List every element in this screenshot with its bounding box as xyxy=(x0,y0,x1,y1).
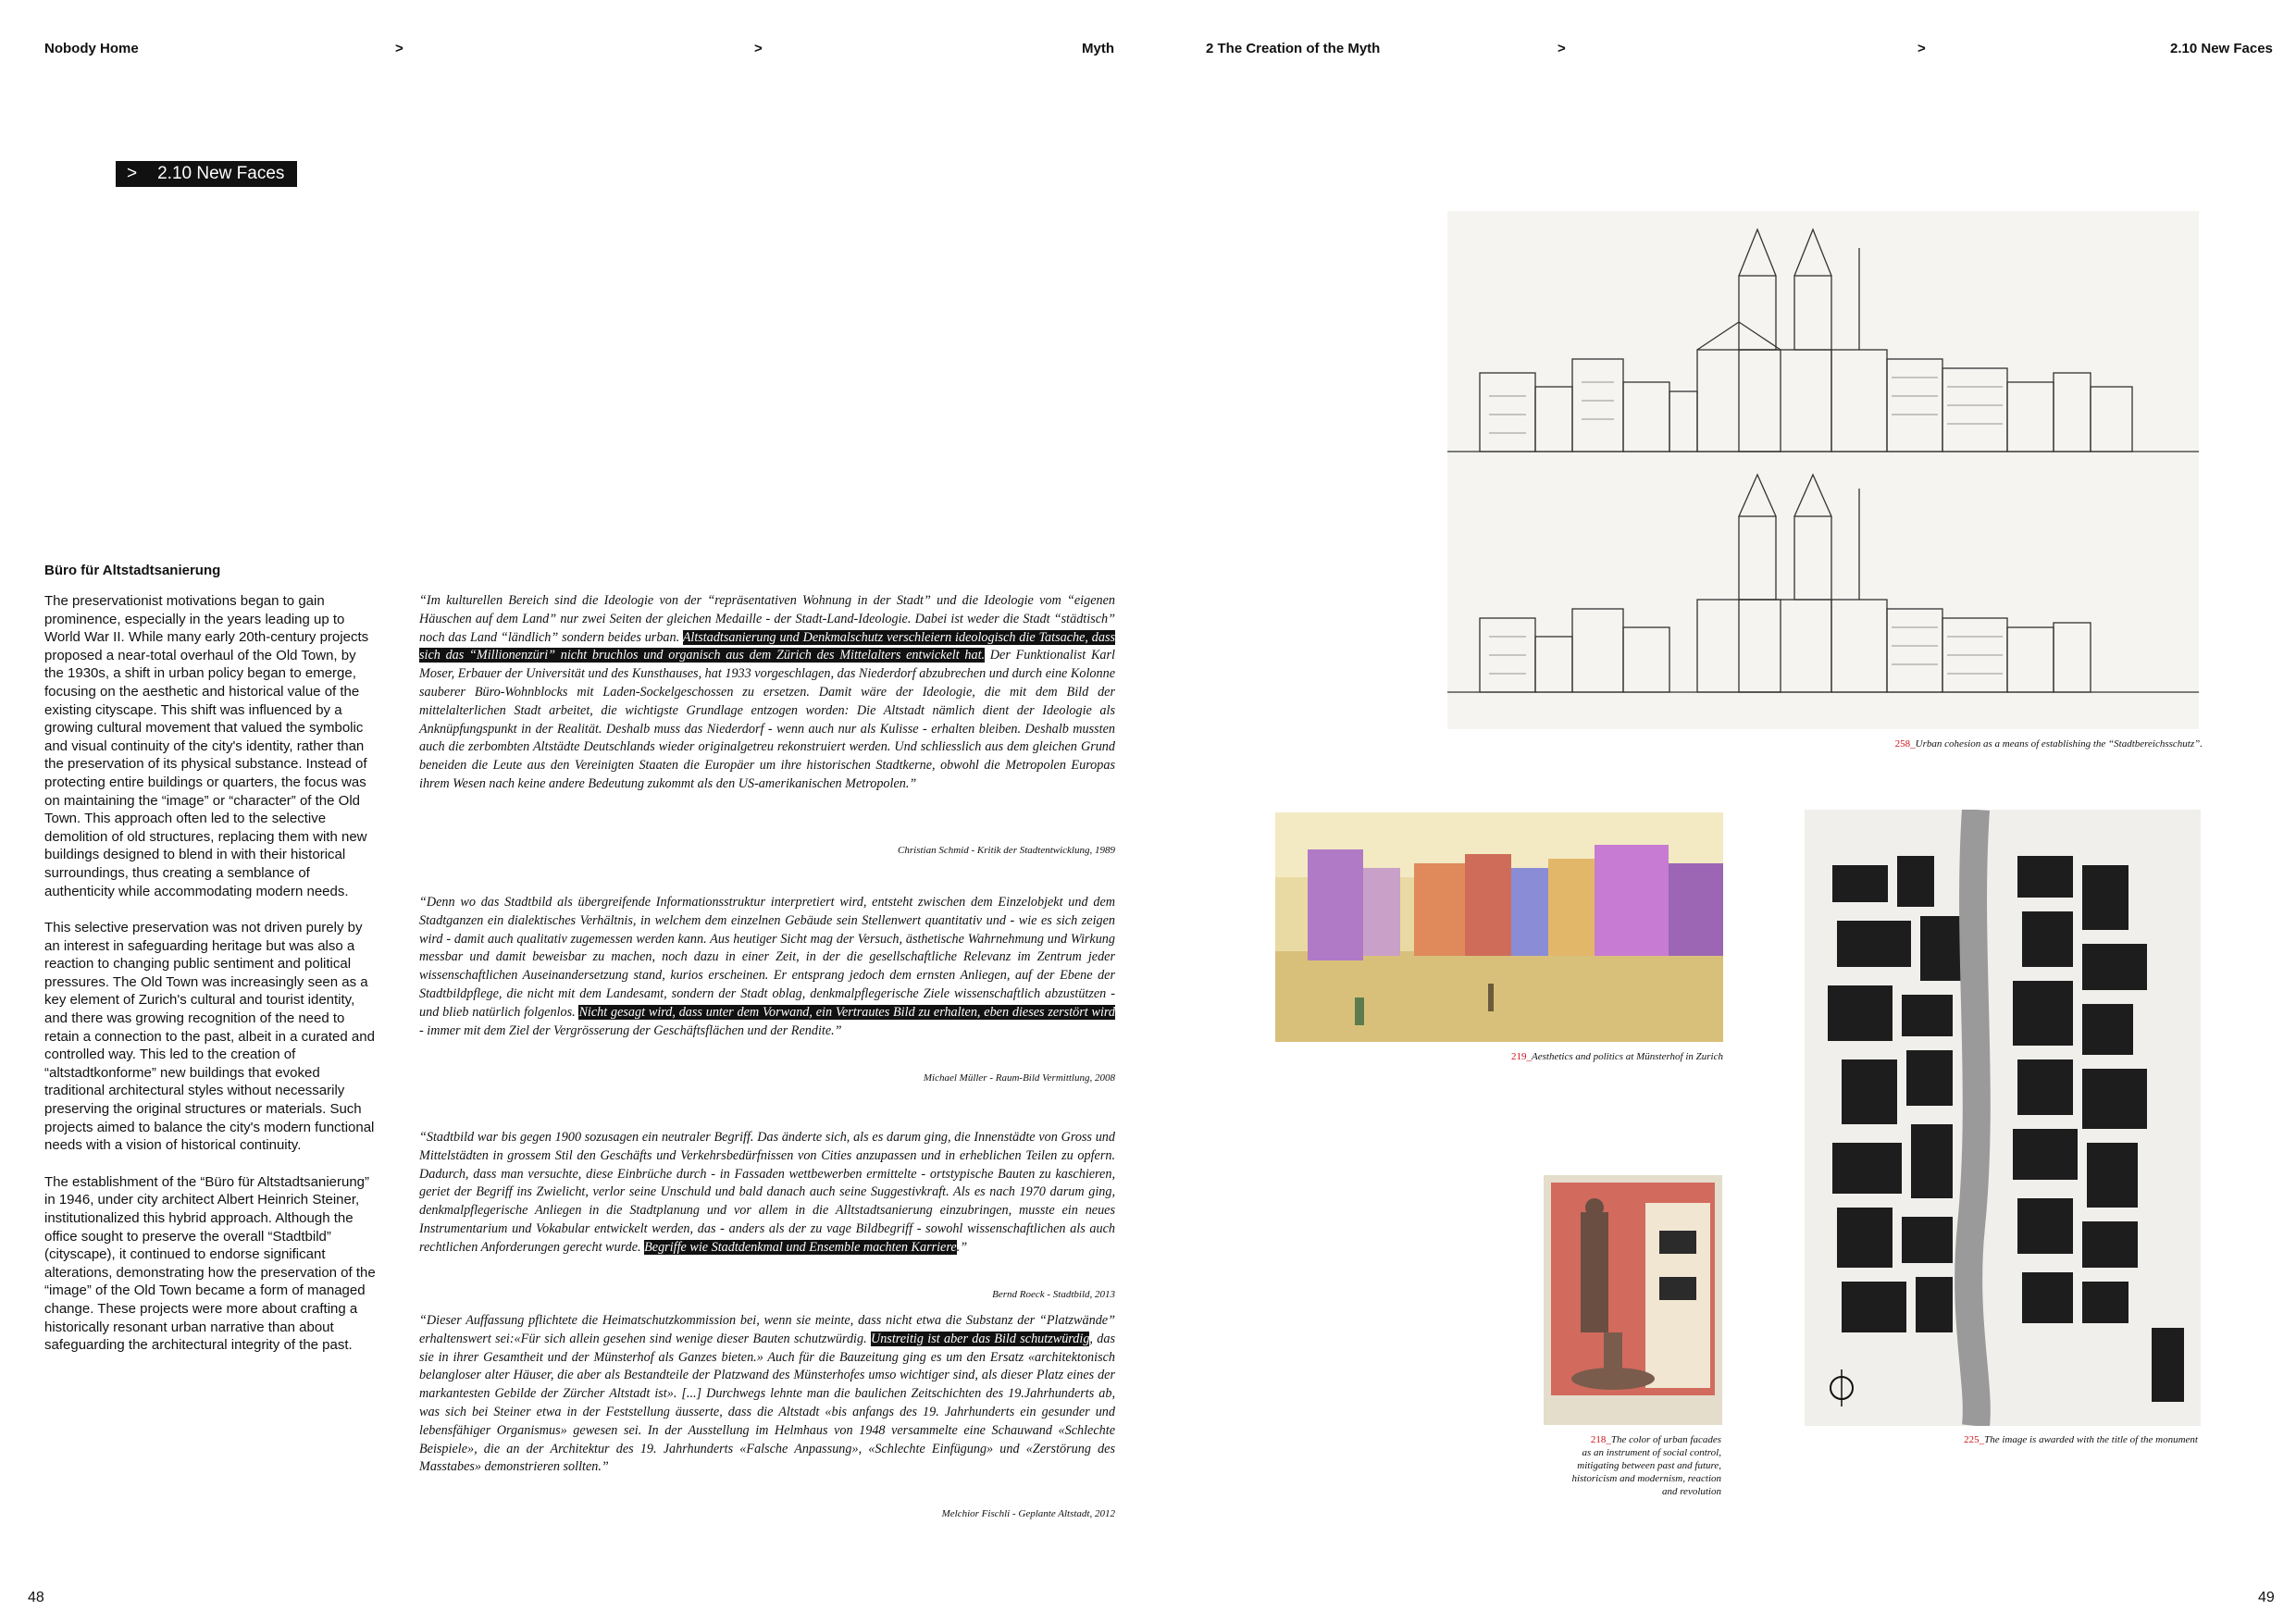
quote-block xyxy=(419,1129,1115,1258)
figure-caption-text: The image is awarded with the title of the monument xyxy=(1984,1434,2198,1445)
painting-figure xyxy=(1275,812,1723,1042)
header-chapter: Myth xyxy=(1082,41,1114,56)
body-paragraph: The establishment of the “Büro für Altstadtsanierung” in 1946, under city architect Albert Heinrich Steiner, institutionalized this hybrid approach. Although the office sought to preserve the overall “Stadtbild” (cityscape), it continued to endorse significant alterations, demonstrating how the preservation of the “image” of the Old Town became a form of managed change. These projects were more about crafting a historically resonant urban narrative than about safeguarding the architectural integrity of the past. xyxy=(44,1173,376,1354)
section-tag-marker: > xyxy=(127,164,138,183)
quote-text: , das sie in ihrer Gesamtheit und der Münsterhof als Ganzes bieten.» Auch für die Bauzeitung ging es um den Ersatz «architektonisch belangloser alter Häuser, die aber als Bestandteile der Platzwand des Münsterhofes umso wichtiger sind, als dieser Platz eines der markantesten Gebilde der Zürcher Altstadt ist». [...] Durchwegs lehnte man die baulichen Zeitschichten des 19.Jahrhunderts ab, was sich bei Steiner etwa in der Feststellung äusserte, dass die Altstadt «bis anfangs des 19. Jahrhunderts ein gesunder und lebensfähiger Organismus» gewesen sei. In der Ausstellung im Helmhaus von 1948 versammelte eine Schauwand «Schlechte Beispiele», die an der Architektur des 19. Jahrhunderts «Falsche Anpassung», «Schlechte Einfügung» und «Zerstörung des Masstabes» demonstrieren sollten.” xyxy=(419,1331,1115,1475)
quote-text: - immer mit dem Ziel der Vergrösserung der Geschäftsflächen und der Rendite.” xyxy=(419,1022,842,1038)
figure-caption-text: historicism and modernism, reaction xyxy=(1571,1473,1721,1484)
page-number-right: 49 xyxy=(2258,1590,2275,1605)
body-paragraph: The preservationist motivations began to gain prominence, especially in the years leading up to World War II. While many early 20th-century projects proposed a near-total overhaul of the Old Town, by the 1930s, a shift in urban policy began to emerge, focusing on the aesthetic and historical value of the existing cityscape. This shift was influenced by a growing cultural movement that valued the symbolic and visual continuity of the city's identity, rather than the preservation of its physical substance. Instead of protecting entire buildings or quarters, the focus was on maintaining the “image” or “character” of the Old Town. This approach often led to the selective demolition of old structures, replacing them with new buildings designed to blend in with their historical surroundings, thus creating a semblance of authenticity while accommodating modern needs. xyxy=(44,593,369,899)
quote-citation: Michael Müller - Raum-Bild Vermittlung, 2008 xyxy=(923,1072,1115,1084)
figure-caption xyxy=(1842,1433,2198,1446)
header-separator: > xyxy=(754,41,763,56)
header-section: 2.10 New Faces xyxy=(2170,41,2273,56)
quote-text: “Stadtbild war bis gegen 1900 sozusagen ein neutraler Begriff. Das änderte sich, als es darum ging, die Innenstädte von Gross und Mittelstädten in grossem Stil den Geschäfts und Verkehrsbedürfnissen von Cities anzupassen und in erheblichen Teilen zu opfern. Dadurch, dass man versuchte, diese Einbrüche durch - in Fassaden wettbewerben ermittelte - ortstypische Bauten zu kaschieren, geriet der Begriff ins Zwielicht, verlor seine Unschuld und bald danach auch seine Suggestivkraft. Als es nach 1970 darum ging, denkmalpflegerische Anliegen in die Stadtplanung und vor allem in die Alltstadtsanierung einzubringen, musste ein neues Instrumentarium und Vokabular entwickelt werden, das - anders als der zu vage Bildbegriff - sowohl wissenschaftlichen als auch rechtlichen Anforderungen gerecht wurde. xyxy=(419,1130,1115,1255)
figure-caption-text: Urban cohesion as a means of establishing the “Stadtbereichsschutz”. xyxy=(1915,738,2203,750)
quote-highlight: Unstreitig ist aber das Bild schutzwürdig xyxy=(870,1331,1090,1346)
map-figure xyxy=(1805,810,2201,1426)
figure-caption-text: The color of urban facades xyxy=(1610,1434,1721,1445)
header-separator: > xyxy=(1558,41,1566,56)
figure-caption-text: and revolution xyxy=(1661,1486,1721,1497)
header-separator: > xyxy=(395,41,403,56)
quote-block xyxy=(419,1312,1115,1477)
old-town-map xyxy=(1805,810,2201,1426)
header-separator: > xyxy=(1917,41,1926,56)
section-tag xyxy=(116,161,297,187)
munsterhof-painting xyxy=(1275,812,1723,1042)
quote-text: “Im kulturellen Bereich sind die Ideologie von der “repräsentativen Wohnung in der Stadt” und die Ideologie vom “eigenen Häuschen auf dem Land” nur zwei Seiten der gleichen Medaille - der Stadt-Land-Ideologie. Dabei ist weder die Stadt “städtisch” noch das Land “ländlich” sondern beides urban. xyxy=(419,593,1115,645)
quote-highlight: Altstadtsanierung und Denkmalschutz verschleiern ideologisch die Tatsache, dass sich das “Millionenzüri” nicht bruchlos und organisch aus dem Zürich des Mittelalters entwickelt hat. xyxy=(419,629,1115,663)
figure-number: 218_ xyxy=(1590,1434,1611,1445)
elevation-drawing-figure xyxy=(1447,211,2199,729)
facade-color-poster xyxy=(1544,1175,1722,1425)
quote-text: .” xyxy=(956,1239,968,1255)
section-tag-label: 2.10 New Faces xyxy=(157,164,285,183)
quote-highlight: Nicht gesagt wird, dass unter dem Vorwand, ein Vertrautes Bild zu erhalten, eben dieses zerstört wird xyxy=(578,1004,1116,1020)
quote-citation: Bernd Roeck - Stadtbild, 2013 xyxy=(992,1289,1115,1300)
header-chapter-title: 2 The Creation of the Myth xyxy=(1206,41,1381,56)
quote-block xyxy=(419,894,1115,1040)
header-book-title: Nobody Home xyxy=(44,41,139,56)
figure-caption xyxy=(1444,1433,1721,1498)
body-paragraph: This selective preservation was not driven purely by an interest in safeguarding heritage but was also a reaction to changing public sentiment and political pressures. The Old Town was increasingly seen as a key element of Zurich's cultural and tourist identity, and there was growing recognition of the need to retain a connection to the past, albeit in a curated and controlled way. This led to the creation of “altstadtkonforme” new buildings that evoked traditional architectural styles without necessarily preserving the original structures or materials. Such projects aimed to balance the city's modern functional needs with a vision of historical continuity. xyxy=(44,920,375,1154)
quote-text: Der Funktionalist Karl Moser, Erbauer der Universität und des Kunsthauses, hat 1933 vorgeschlagen, das Niederdorf abzubrechen und durch eine Kolonne sauberer Büro-Wohnblocks mit Laden-Sockelgeschossen zu ersetzen. Damit wäre der Ideologie, die mit dem Bild der mittelalterlichen Stadt arbeitet, die wichtigste Grundlage entzogen worden: Die Altstadt nämlich dient der Ideologie als Anknüpfungspunkt in der Realität. Deshalb muss das Niederdorf - wenn auch nur als Kulisse - erhalten bleiben. Deshalb mussten auch die zerbombten Altstädte Deutschlands wieder originalgetreu rekonstruiert werden. Und schliesslich aus dem gleichen Grund beneiden die Leute aus den Vereinigten Staaten die Europäer um ihre historischen Stadtkerne, obwohl die Metropolen Europas ihrem Wesen nach keine andere Bedeutung zukommt als den US-amerikanischen Metropolen.” xyxy=(419,648,1115,791)
figure-number: 225_ xyxy=(1964,1434,1985,1445)
quote-citation: Melchior Fischli - Geplante Altstadt, 2012 xyxy=(941,1508,1115,1519)
poster-figure xyxy=(1544,1175,1722,1425)
elevation-drawing xyxy=(1447,211,2199,729)
figure-caption-text: mitigating between past and future, xyxy=(1577,1460,1721,1471)
quote-block xyxy=(419,592,1115,794)
subheading: Büro für Altstadtsanierung xyxy=(44,563,221,578)
quote-text: “Dieser Auffassung pflichtete die Heimatschutzkommission bei, wenn sie meinte, dass nicht etwa die Substanz der “Platzwände” erhaltenswert sei:«Für sich allein gesehen sind wenige dieser Bauten schutzwürdig. xyxy=(419,1313,1115,1346)
figure-caption-text: as an instrument of social control, xyxy=(1582,1447,1721,1458)
figure-number: 258_ xyxy=(1894,738,1916,750)
quote-citation: Christian Schmid - Kritik der Stadtentwicklung, 1989 xyxy=(898,845,1115,856)
figure-caption xyxy=(1388,1050,1723,1063)
figure-caption-text: Aesthetics and politics at Münsterhof in Zurich xyxy=(1532,1051,1723,1062)
body-text xyxy=(44,592,378,1373)
quote-text: “Denn wo das Stadtbild als übergreifende Informationsstruktur interpretiert wird, entsteht zwischen dem Einzelobjekt und dem Stadtganzen ein dialektisches Verhältnis, in welchem dem einzelnen Gebäude sein Stellenwert quantitativ und - wie es sich zeigen wird - damit auch qualitativ zugemessen werden kann. Aus heutiger Sicht mag der Versuch, ästhetische Wahrnehmung und Wirkung messbar und damit beweisbar zu machen, noch dazu in einer Zeit, in der die gesellschaftliche Relevanz im Zentrum jeder wissenschaftlichen Auseinandersetzung stand, kurios erscheinen. Er entsprang jedoch dem ernsten Anliegen, auf der Ebene der Stadtbildpflege, die nicht mit dem Landesamt, sondern der Stadt oblag, denkmalpflegerische Ziele wissenschaftlich abzustützen - und blieb natürlich folgenlos. xyxy=(419,895,1115,1020)
quote-highlight: Begriffe wie Stadtdenkmal und Ensemble machten Karriere xyxy=(644,1239,957,1255)
figure-number: 219_ xyxy=(1511,1051,1533,1062)
figure-caption xyxy=(1758,737,2203,750)
page-number-left: 48 xyxy=(28,1590,44,1605)
